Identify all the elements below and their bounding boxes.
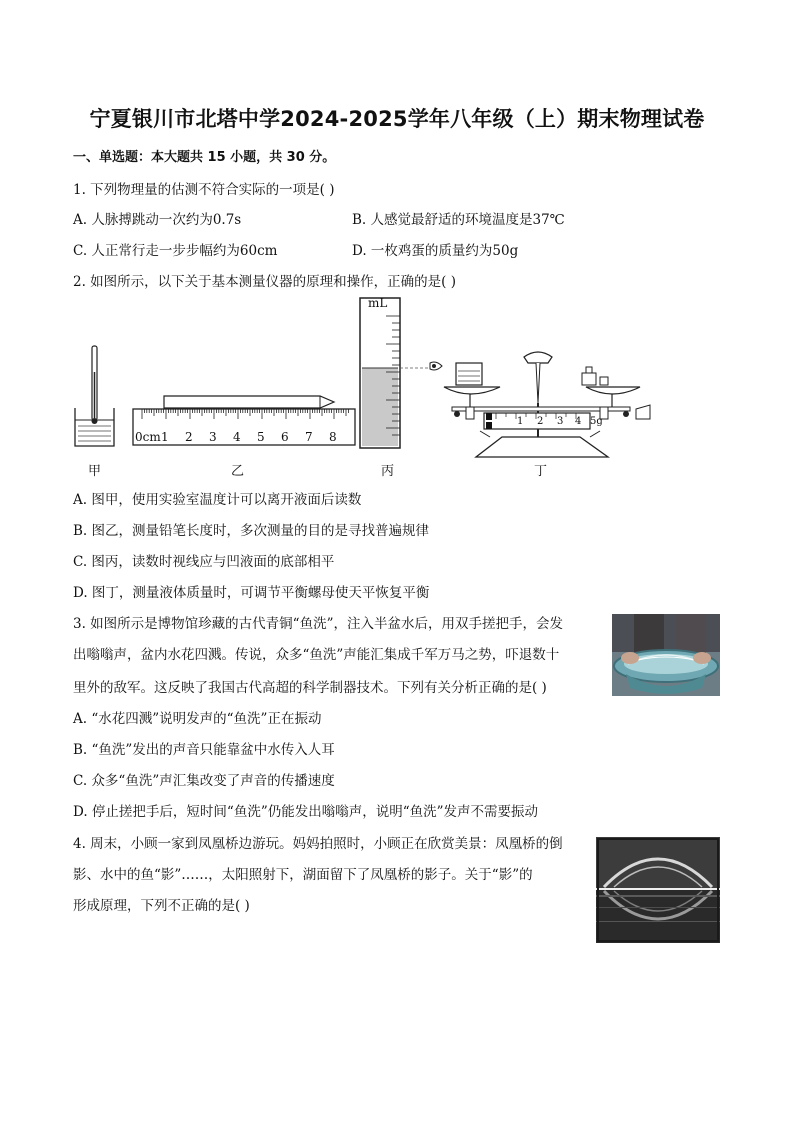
q2-stem: 2. 如图所示，以下关于基本测量仪器的原理和操作，正确的是( ) xyxy=(73,274,456,290)
ruler-tick-label: 7 xyxy=(305,430,313,444)
balance-tick-label: 5g xyxy=(590,416,603,427)
q2-option-d: D. 图丁，测量液体质量时，可调节平衡螺母使天平恢复平衡 xyxy=(73,585,430,601)
figure-label-jia: 甲 xyxy=(88,464,102,479)
balance-figure xyxy=(440,345,652,461)
q3-stem-line3: 里外的敌军。这反映了我国古代高超的科学制器技术。下列有关分析正确的是( ) xyxy=(73,680,547,696)
q2-option-c: C. 图丙，读数时视线应与凹液面的底部相平 xyxy=(73,554,335,570)
cylinder-unit-label: mL xyxy=(368,296,388,310)
q1-stem: 1. 下列物理量的估测不符合实际的一项是( ) xyxy=(73,182,335,198)
ruler-tick-label: 3 xyxy=(209,430,217,444)
balance-tick-label: 4 xyxy=(575,416,582,427)
q4-stem-line1: 4. 周末，小顾一家到凤凰桥边游玩。妈妈拍照时，小顾正在欣赏美景：凤凰桥的倒 xyxy=(73,836,563,852)
q3-option-b: B. “鱼洗”发出的声音只能靠盆中水传入人耳 xyxy=(73,742,335,758)
q3-option-c: C. 众多“鱼洗”声汇集改变了声音的传播速度 xyxy=(73,773,335,789)
page-title: 宁夏银川市北塔中学2024-2025学年八年级（上）期末物理试卷 xyxy=(89,107,705,131)
q2-option-b: B. 图乙，测量铅笔长度时，多次测量的目的是寻找普遍规律 xyxy=(73,523,430,539)
ruler-unit-label: 0cm xyxy=(135,430,161,444)
balance-tick-label: 3 xyxy=(557,416,564,427)
q3-stem-line1: 3. 如图所示是博物馆珍藏的古代青铜“鱼洗”，注入半盆水后，用双手搓把手，会发 xyxy=(73,616,563,632)
ruler-tick-label: 6 xyxy=(281,430,289,444)
ruler-tick-label: 1 xyxy=(161,430,169,444)
figure-label-yi: 乙 xyxy=(231,464,245,479)
balance-tick-label: 1 xyxy=(517,416,524,427)
ruler-tick-label: 2 xyxy=(185,430,193,444)
ruler-tick-label: 5 xyxy=(257,430,265,444)
balance-tick-label: 2 xyxy=(537,416,544,427)
bridge-reflection-photo xyxy=(596,837,720,943)
ruler-tick-label: 8 xyxy=(329,430,337,444)
q2-option-a: A. 图甲，使用实验室温度计可以离开液面后读数 xyxy=(73,492,362,508)
q3-option-d: D. 停止搓把手后，短时间“鱼洗”仍能发出嗡嗡声，说明“鱼洗”发声不需要振动 xyxy=(73,804,539,820)
figure-label-bing: 丙 xyxy=(381,464,395,479)
q3-stem-line2: 出嗡嗡声，盆内水花四溅。传说，众多“鱼洗”声能汇集成千军万马之势，吓退数十 xyxy=(73,647,560,663)
q4-stem-line3: 形成原理，下列不正确的是( ) xyxy=(73,898,250,914)
q1-option-a: A. 人脉搏跳动一次约为0.7s xyxy=(73,212,242,228)
section-heading: 一、单选题：本大题共 15 小题，共 30 分。 xyxy=(73,150,336,165)
ruler-tick-label: 4 xyxy=(233,430,241,444)
measuring-cylinder-figure xyxy=(356,296,446,454)
q3-option-a: A. “水花四溅”说明发声的“鱼洗”正在振动 xyxy=(73,711,322,727)
thermometer-beaker-figure xyxy=(70,342,120,452)
figure-label-ding: 丁 xyxy=(534,464,548,479)
q1-option-d: D. 一枚鸡蛋的质量约为50g xyxy=(352,243,519,259)
q1-option-b: B. 人感觉最舒适的环境温度是37℃ xyxy=(352,212,565,228)
q4-stem-line2: 影、水中的鱼“影”……，太阳照射下，湖面留下了凤凰桥的影子。关于“影”的 xyxy=(73,867,533,883)
bronze-basin-photo xyxy=(612,614,720,696)
q1-option-c: C. 人正常行走一步步幅约为60cm xyxy=(73,243,278,259)
